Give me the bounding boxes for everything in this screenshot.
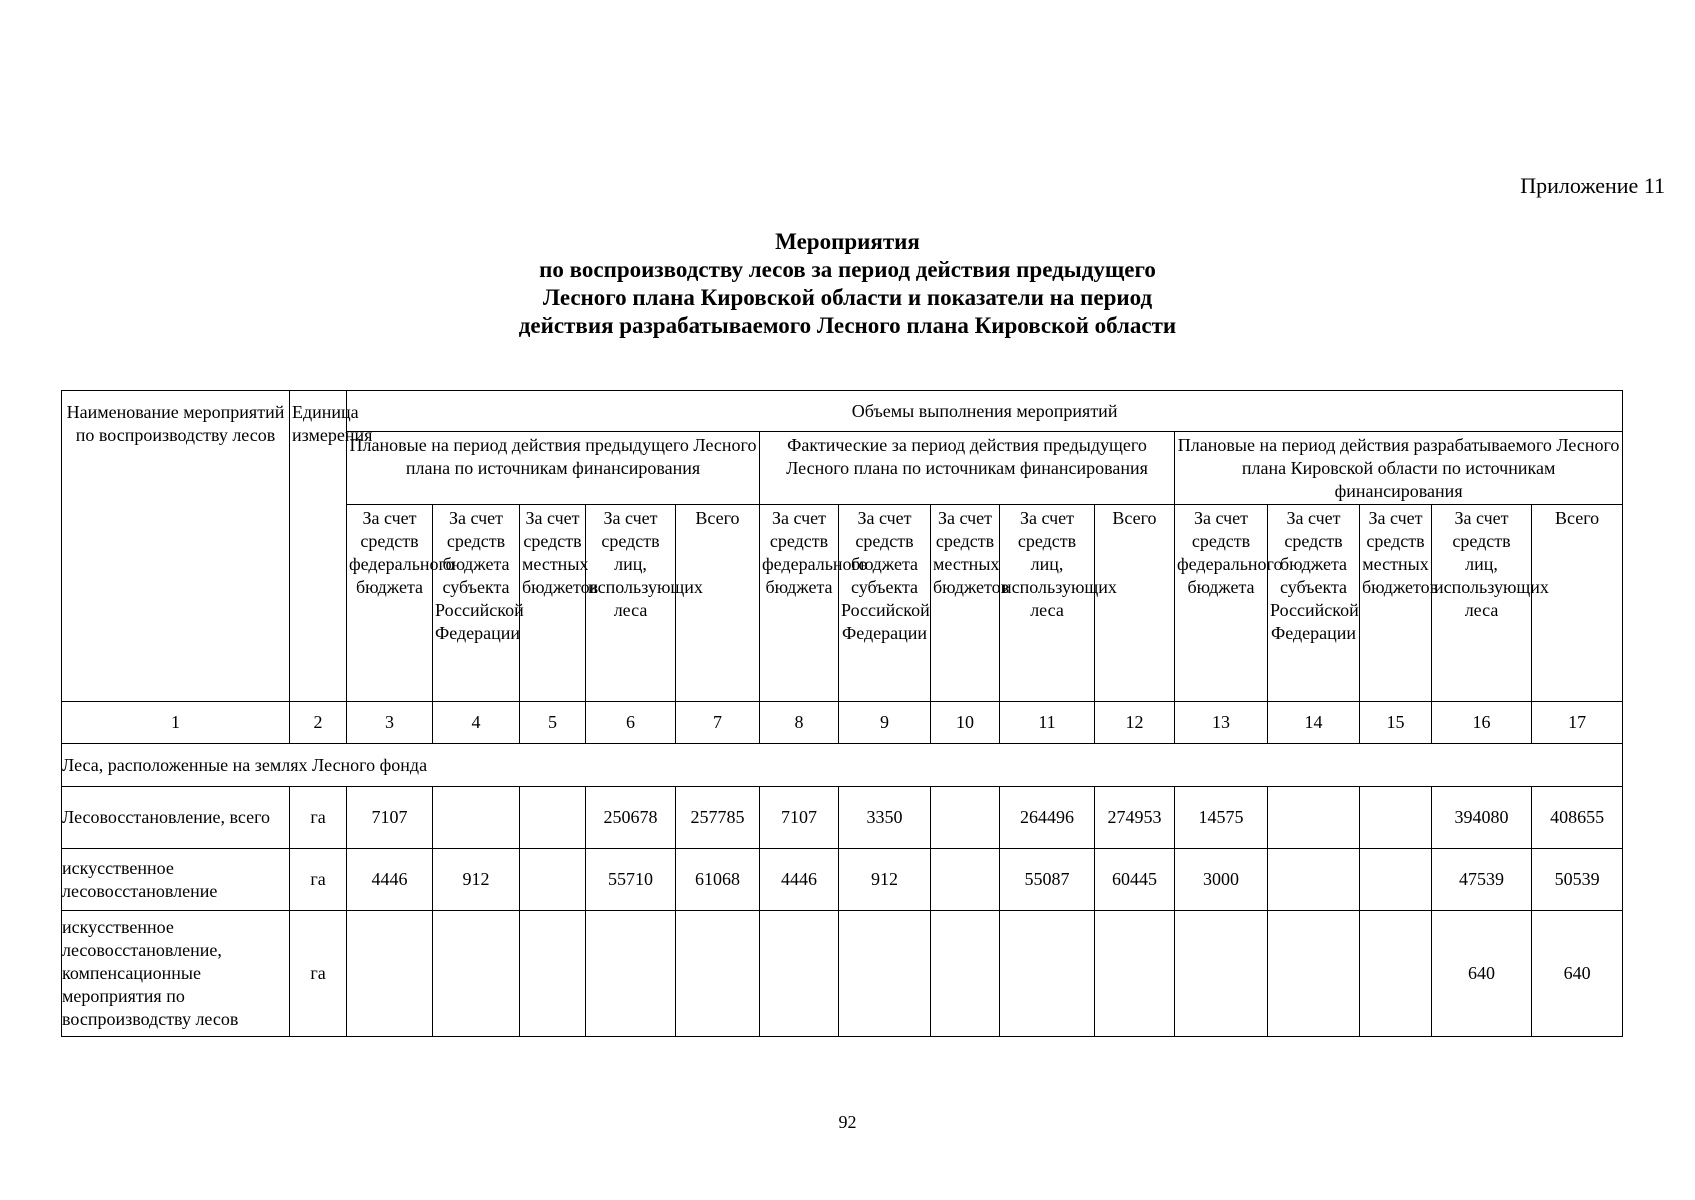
row-value-col-15 bbox=[1360, 849, 1432, 911]
row-value-col-13: 14575 bbox=[1175, 787, 1268, 849]
row-value-col-3: 4446 bbox=[347, 849, 433, 911]
subheader-col-8: За счет средств федерального бюджета bbox=[760, 505, 839, 702]
row-value-col-7: 61068 bbox=[676, 849, 760, 911]
header-name: Наименование мероприятий по воспроизводству лесов bbox=[62, 391, 290, 702]
row-value-col-11 bbox=[1000, 911, 1095, 1037]
row-value-col-3: 7107 bbox=[347, 787, 433, 849]
row-value-col-4 bbox=[433, 911, 520, 1037]
row-value-col-13: 3000 bbox=[1175, 849, 1268, 911]
subheader-col-3: За счет средств федерального бюджета bbox=[347, 505, 433, 702]
table-row bbox=[62, 911, 1623, 1037]
row-value-col-14 bbox=[1268, 787, 1360, 849]
row-value-col-14 bbox=[1268, 849, 1360, 911]
row-value-col-8: 7107 bbox=[760, 787, 839, 849]
row-value-col-10 bbox=[931, 787, 1000, 849]
row-value-col-6: 250678 bbox=[586, 787, 676, 849]
row-value-col-10 bbox=[931, 911, 1000, 1037]
row-value-col-16: 47539 bbox=[1432, 849, 1532, 911]
section-title: Леса, расположенные на землях Лесного фонда bbox=[62, 744, 1623, 787]
row-value-col-16: 394080 bbox=[1432, 787, 1532, 849]
row-value-col-8 bbox=[760, 911, 839, 1037]
subheader-col-5: За счет средств местных бюджетов bbox=[520, 505, 586, 702]
title-line: Мероприятия bbox=[775, 229, 920, 254]
subheader-col-6: За счет средств лиц, использующих леса bbox=[586, 505, 676, 702]
column-number: 8 bbox=[760, 702, 839, 744]
row-value-col-7 bbox=[676, 911, 760, 1037]
row-value-col-17: 408655 bbox=[1532, 787, 1623, 849]
row-name: искусственное лесовосстановление, компенсационные мероприятия по воспроизводству лесов bbox=[62, 911, 290, 1037]
subheader-col-16: За счет средств лиц, использующих леса bbox=[1432, 505, 1532, 702]
row-value-col-11: 264496 bbox=[1000, 787, 1095, 849]
row-value-col-7: 257785 bbox=[676, 787, 760, 849]
row-value-col-12 bbox=[1095, 911, 1175, 1037]
row-value-col-6: 55710 bbox=[586, 849, 676, 911]
row-name: Лесовосстановление, всего bbox=[62, 787, 290, 849]
row-unit: га bbox=[290, 911, 347, 1037]
row-value-col-15 bbox=[1360, 911, 1432, 1037]
header-group-planned-new: Плановые на период действия разрабатываемого Лесного плана Кировской области по источникам финансирования bbox=[1175, 432, 1623, 505]
row-value-col-9 bbox=[839, 911, 931, 1037]
column-number: 6 bbox=[586, 702, 676, 744]
row-value-col-4 bbox=[433, 787, 520, 849]
header-volumes: Объемы выполнения мероприятий bbox=[347, 391, 1623, 432]
column-number: 3 bbox=[347, 702, 433, 744]
subheader-col-4: За счет средств бюджета субъекта Российской Федерации bbox=[433, 505, 520, 702]
column-number: 11 bbox=[1000, 702, 1095, 744]
title-line: по воспроизводству лесов за период действия предыдущего bbox=[539, 257, 1156, 282]
row-value-col-3 bbox=[347, 911, 433, 1037]
column-number: 12 bbox=[1095, 702, 1175, 744]
reforestation-table bbox=[61, 390, 1623, 1037]
header-group-actual-previous: Фактические за период действия предыдущего Лесного плана по источникам финансирования bbox=[760, 432, 1175, 505]
subheader-col-15: За счет средств местных бюджетов bbox=[1360, 505, 1432, 702]
row-value-col-17: 50539 bbox=[1532, 849, 1623, 911]
row-value-col-8: 4446 bbox=[760, 849, 839, 911]
row-value-col-6 bbox=[586, 911, 676, 1037]
title-line: Лесного плана Кировской области и показатели на период bbox=[542, 285, 1153, 310]
column-number: 9 bbox=[839, 702, 931, 744]
column-number: 5 bbox=[520, 702, 586, 744]
row-value-col-5 bbox=[520, 849, 586, 911]
page-number: 92 bbox=[838, 1112, 857, 1132]
row-value-col-12: 274953 bbox=[1095, 787, 1175, 849]
row-value-col-9: 912 bbox=[839, 849, 931, 911]
subheader-col-17: Всего bbox=[1532, 505, 1623, 702]
subheader-col-9: За счет средств бюджета субъекта Российской Федерации bbox=[839, 505, 931, 702]
title-line: действия разрабатываемого Лесного плана Кировской области bbox=[518, 313, 1177, 338]
row-value-col-5 bbox=[520, 787, 586, 849]
column-number: 15 bbox=[1360, 702, 1432, 744]
row-value-col-5 bbox=[520, 911, 586, 1037]
column-number: 1 bbox=[62, 702, 290, 744]
column-number: 7 bbox=[676, 702, 760, 744]
row-value-col-12: 60445 bbox=[1095, 849, 1175, 911]
row-name: искусственное лесовосстановление bbox=[62, 849, 290, 911]
table-row bbox=[62, 849, 1623, 911]
row-value-col-15 bbox=[1360, 787, 1432, 849]
subheader-col-13: За счет средств федерального бюджета bbox=[1175, 505, 1268, 702]
row-value-col-14 bbox=[1268, 911, 1360, 1037]
row-value-col-13 bbox=[1175, 911, 1268, 1037]
subheader-col-7: Всего bbox=[676, 505, 760, 702]
header-unit: Единица измерения bbox=[290, 391, 347, 702]
row-unit: га bbox=[290, 787, 347, 849]
document-title bbox=[0, 228, 1695, 340]
column-number: 4 bbox=[433, 702, 520, 744]
row-value-col-4: 912 bbox=[433, 849, 520, 911]
row-value-col-9: 3350 bbox=[839, 787, 931, 849]
column-number: 16 bbox=[1432, 702, 1532, 744]
row-value-col-17: 640 bbox=[1532, 911, 1623, 1037]
column-number: 2 bbox=[290, 702, 347, 744]
column-number: 17 bbox=[1532, 702, 1623, 744]
row-value-col-10 bbox=[931, 849, 1000, 911]
row-value-col-11: 55087 bbox=[1000, 849, 1095, 911]
appendix-label: Приложение 11 bbox=[1520, 173, 1665, 198]
header-group-planned-previous: Плановые на период действия предыдущего Лесного плана по источникам финансирования bbox=[347, 432, 760, 505]
column-number: 10 bbox=[931, 702, 1000, 744]
column-number: 13 bbox=[1175, 702, 1268, 744]
column-number: 14 bbox=[1268, 702, 1360, 744]
row-value-col-16: 640 bbox=[1432, 911, 1532, 1037]
subheader-col-12: Всего bbox=[1095, 505, 1175, 702]
subheader-col-11: За счет средств лиц, использующих леса bbox=[1000, 505, 1095, 702]
subheader-col-14: За счет средств бюджета субъекта Российской Федерации bbox=[1268, 505, 1360, 702]
subheader-col-10: За счет средств местных бюджетов bbox=[931, 505, 1000, 702]
table-row bbox=[62, 787, 1623, 849]
row-unit: га bbox=[290, 849, 347, 911]
